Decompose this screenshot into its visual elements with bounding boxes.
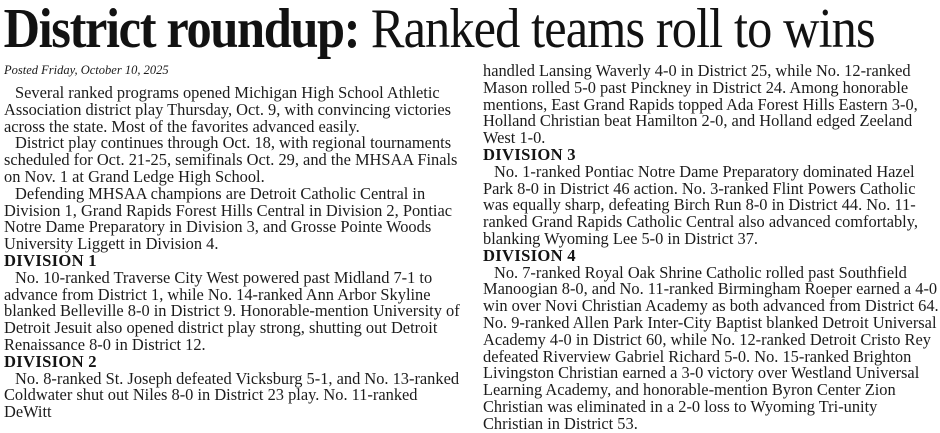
left-column bbox=[4, 63, 461, 433]
article-body bbox=[0, 63, 940, 433]
article-paragraph: handled Lansing Waverly 4-0 in District 25, while No. 12-ranked Mason rolled 5-0 past Pinckney in District 24. Among honorable mentions, East Grand Rapids topped Ada Forest Hills Eastern 3-0, Holland Christian beat Hamilton 2-0, and Holland edged Zeeland West 1-0. bbox=[483, 61, 918, 148]
article-paragraph: No. 8-ranked St. Joseph defeated Vicksburg 5-1, and No. 13-ranked Coldwater shut out Niles 8-0 in District 23 play. No. 11-ranked DeWitt bbox=[4, 368, 460, 422]
left-column-content bbox=[4, 85, 461, 421]
article-paragraph: No. 1-ranked Pontiac Notre Dame Preparatory dominated Hazel Park 8-0 in District 46 action. No. 3-ranked Flint Powers Catholic was equally sharp, defeating Birch Run 8-0 in District 44. No. 11-ranked Grand Rapids Catholic Central also advanced comfortably, blanking Wyoming Lee 5-0 in District 37. bbox=[483, 161, 918, 248]
right-column bbox=[483, 63, 940, 433]
division-heading: DIVISION 4 bbox=[483, 245, 576, 265]
headline-lead: District roundup: bbox=[3, 0, 360, 60]
article-headline bbox=[0, 0, 940, 60]
article-paragraph: No. 7-ranked Royal Oak Shrine Catholic rolled past Southfield Manoogian 8-0, and No. 11-ranked Birmingham Roeper earned a 4-0 win over Novi Christian Academy as both advanced from District 64. No. 9-ranked Allen Park Inter-City Baptist blanked Detroit Universal Academy 4-0 in District 60, while No. 12-ranked Detroit Cristo Rey defeated Riverview Gabriel Richard 5-0. No. 15-ranked Brighton Livingston Christian earned a 3-0 victory over Westland Universal Learning Academy, and honorable-mention Byron Center Zion Christian was eliminated in a 2-0 loss to Wyoming Tri-unity Christian in District 53. bbox=[483, 262, 939, 433]
article-paragraph: Several ranked programs opened Michigan High School Athletic Association district play Thursday, Oct. 9, with convincing victories across the state. Most of the favorites advanced easily. bbox=[4, 83, 452, 136]
headline-subtext: Ranked teams roll to wins bbox=[359, 0, 875, 60]
article-paragraph: District play continues through Oct. 18, with regional tournaments scheduled for Oct. 21-25, semifinals Oct. 29, and the MHSAA Finals on Nov. 1 at Grand Ledge High School. bbox=[4, 133, 458, 186]
article-paragraph: Defending MHSAA champions are Detroit Catholic Central in Division 1, Grand Rapids Forest Hills Central in Division 2, Pontiac Notre Dame Preparatory in Division 3, and Grosse Pointe Woods University Liggett in Division 4. bbox=[4, 183, 452, 254]
right-column-content bbox=[483, 63, 940, 433]
division-heading: DIVISION 2 bbox=[4, 351, 97, 371]
division-heading: DIVISION 1 bbox=[4, 250, 97, 270]
division-heading: DIVISION 3 bbox=[483, 144, 576, 164]
article-paragraph: No. 10-ranked Traverse City West powered past Midland 7-1 to advance from District 1, while No. 14-ranked Ann Arbor Skyline blanked Belleville 8-0 in District 9. Honorable-mention University of Detroit Jesuit also opened district play strong, shutting out Detroit Renaissance 8-0 in District 12. bbox=[4, 267, 460, 354]
dateline: Posted Friday, October 10, 2025 bbox=[4, 63, 169, 77]
